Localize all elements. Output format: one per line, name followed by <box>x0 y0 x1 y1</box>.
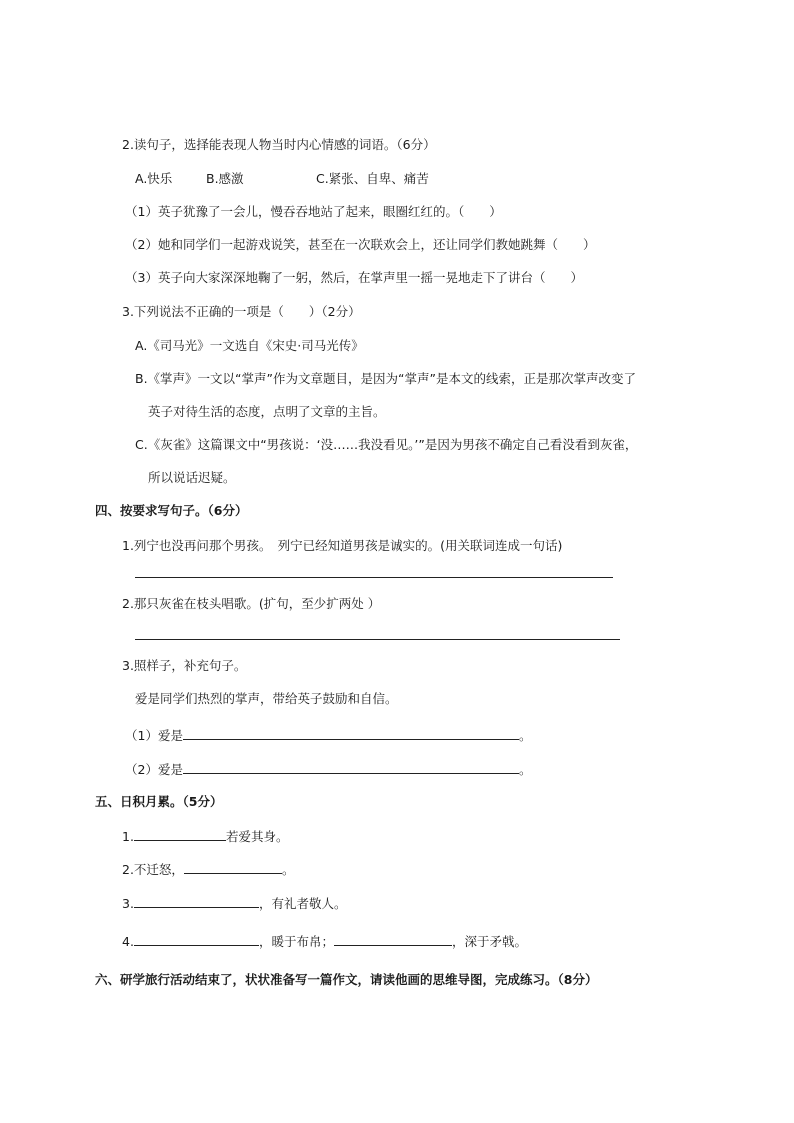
s5-line-4-num: 4. <box>122 934 134 949</box>
s4-q1-answer-line[interactable] <box>135 577 613 578</box>
section-6-heading: 六、研学旅行活动结束了，状状准备写一篇作文，请读他画的思维导图，完成练习。（8分） <box>95 972 598 987</box>
q3-option-a: A.《司马光》一文选自《宋史·司马光传》 <box>135 338 364 353</box>
s5-line-3 <box>122 894 346 912</box>
s5-line-4-end: ，深于矛戟。 <box>451 934 527 949</box>
s4-fill-2-prefix: （2）爱是 <box>125 762 183 777</box>
s4-q2: 2.那只灰雀在枝头唱歌。(扩句，至少扩两处 ） <box>122 596 381 611</box>
s5-line-2 <box>122 860 294 878</box>
q2-option-b: B.感激 <box>206 171 244 186</box>
s5-line-1-text: 若爱其身。 <box>225 829 289 844</box>
section-4-heading: 四、按要求写句子。（6分） <box>95 503 248 518</box>
q3-title: 3.下列说法不正确的一项是（ ）（2分） <box>122 304 361 319</box>
s4-fill-1-period: 。 <box>518 728 532 743</box>
s4-fill-1-prefix: （1）爱是 <box>125 728 183 743</box>
s4-fill-2-blank[interactable] <box>183 760 519 774</box>
s5-line-1 <box>122 827 288 845</box>
q3-option-b-line2: 英子对待生活的态度，点明了文章的主旨。 <box>148 404 386 419</box>
s4-fill-1-blank[interactable] <box>183 726 519 740</box>
s5-line-2-prefix: 2.不迁怒， <box>122 862 184 877</box>
q2-options <box>135 171 429 187</box>
s4-q1: 1.列宁也没再问那个男孩。 列宁已经知道男孩是诚实的。(用关联词连成一句话) <box>122 538 563 553</box>
s4-q3: 3.照样子，补充句子。 <box>122 658 247 673</box>
s5-line-4-mid: ，暖于布帛； <box>258 934 334 949</box>
s5-line-3-num: 3. <box>122 896 134 911</box>
s4-q2-answer-line[interactable] <box>135 639 620 640</box>
q3-option-c-line1: C.《灰雀》这篇课文中“男孩说：‘没……我没看见。’”是因为男孩不确定自己看没看到灰雀， <box>135 437 638 452</box>
s5-line-4-blank-1[interactable] <box>134 932 259 946</box>
s4-example: 爱是同学们热烈的掌声，带给英子鼓励和自信。 <box>135 691 398 706</box>
s4-fill-2-period: 。 <box>518 762 532 777</box>
s5-line-3-text: ，有礼者敬人。 <box>258 896 347 911</box>
q2-item-3: （3）英子向大家深深地鞠了一躬，然后，在掌声里一摇一晃地走下了讲台（ ） <box>125 270 583 285</box>
section-5-heading: 五、日积月累。（5分） <box>95 794 223 809</box>
s5-line-2-blank[interactable] <box>184 860 282 874</box>
q2-item-1: （1）英子犹豫了一会儿，慢吞吞地站了起来，眼圈红红的。（ ） <box>125 204 502 219</box>
q3-option-b-line1: B.《掌声》一文以“掌声”作为文章题目，是因为“掌声”是本文的线索，正是那次掌声改变了 <box>135 371 636 386</box>
s5-line-1-blank[interactable] <box>134 827 226 841</box>
s5-line-4-blank-2[interactable] <box>334 932 452 946</box>
s5-line-2-end: 。 <box>281 862 295 877</box>
s5-line-1-num: 1. <box>122 829 134 844</box>
q3-option-c-line2: 所以说话迟疑。 <box>148 470 236 485</box>
q2-option-c: C.紧张、自卑、痛苦 <box>316 171 429 186</box>
q2-option-a: A.快乐 <box>135 171 173 186</box>
s5-line-4 <box>122 932 527 950</box>
q2-title: 2.读句子，选择能表现人物当时内心情感的词语。（6分） <box>122 137 436 152</box>
s5-line-3-blank[interactable] <box>134 894 259 908</box>
s4-fill-2 <box>125 760 531 778</box>
q2-item-2: （2）她和同学们一起游戏说笑，甚至在一次联欢会上，还让同学们教她跳舞（ ） <box>125 237 596 252</box>
s4-fill-1 <box>125 726 531 744</box>
